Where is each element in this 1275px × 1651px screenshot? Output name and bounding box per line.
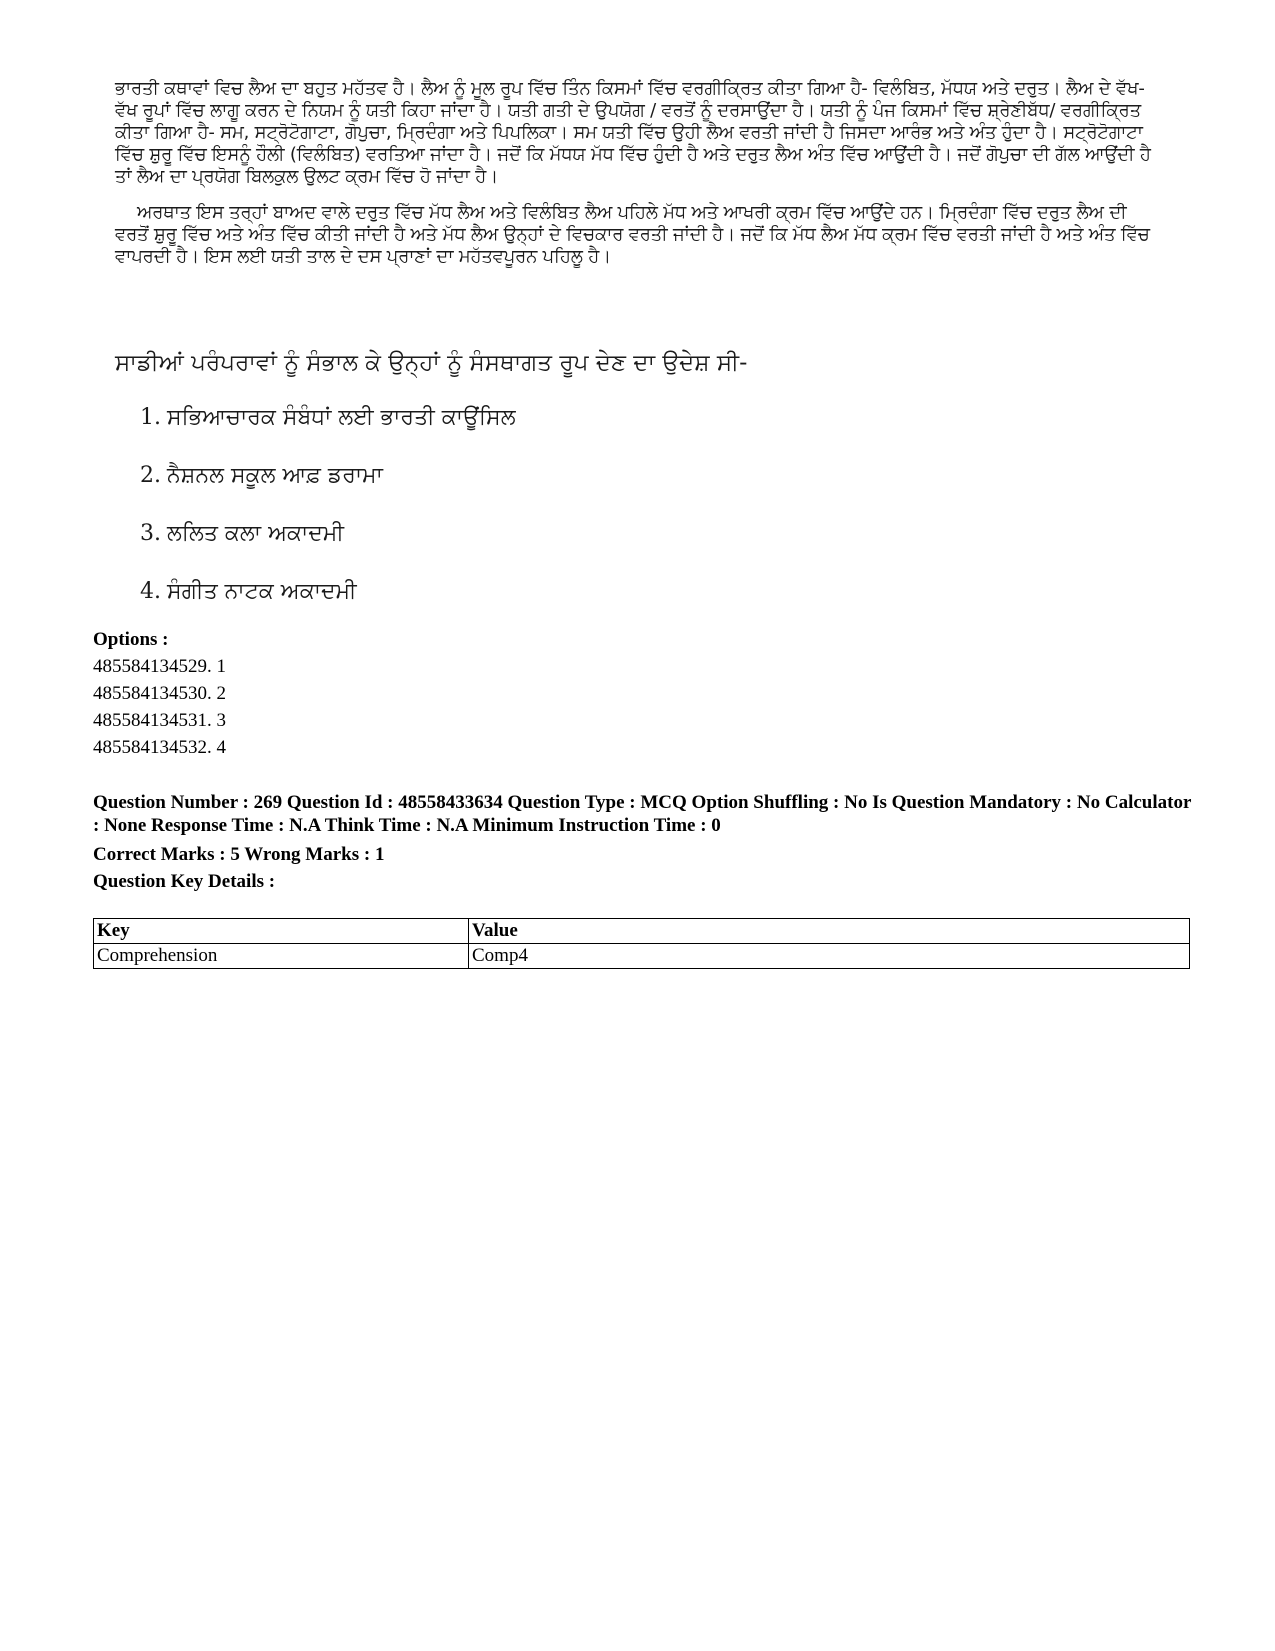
option-item: 485584134531. 3: [93, 710, 226, 731]
option-item: 485584134532. 4: [93, 737, 226, 758]
statement-text: ਨੈਸ਼ਨਲ ਸਕੂਲ ਆਫ਼ ਡਰਾਮਾ: [167, 463, 383, 488]
question-details: Question Number : 269 Question Id : 48558433634 Question Type : MCQ Option Shuffling : No Is Question Mandatory : No Calculator : None Response Time : N.A Think Time : N.A Minimum Instruction Time : 0: [93, 792, 1192, 836]
marks-info: Correct Marks : 5 Wrong Marks : 1: [93, 844, 385, 865]
comprehension-passage: [115, 78, 1165, 282]
statement-item: [140, 463, 516, 521]
question-meta: [93, 626, 1193, 895]
statement-number: 3.: [140, 521, 161, 546]
cell-value: Comp4: [469, 944, 1190, 969]
key-details-heading: Question Key Details :: [93, 871, 276, 892]
statement-number: 1.: [140, 405, 161, 430]
statement-text: ਲਲਿਤ ਕਲਾ ਅਕਾਦਮੀ: [167, 521, 344, 546]
passage-paragraph-2: ਅਰਥਾਤ ਇਸ ਤਰ੍ਹਾਂ ਬਾਅਦ ਵਾਲੇ ਦਰੁਤ ਵਿੱਚ ਮੱਧ ਲੈਅ ਅਤੇ ਵਿਲੰਬਿਤ ਲੈਅ ਪਹਿਲੇ ਮੱਧ ਅਤੇ ਆਖਰੀ ਕ੍ਰਮ ਵਿੱਚ ਆਉਂਦੇ ਹਨ। ਮ੍ਰਿਦੰਗਾ ਵਿੱਚ ਦਰੁਤ ਲੈਅ ਦੀ ਵਰਤੋਂ ਸ਼ੁਰੂ ਵਿੱਚ ਅਤੇ ਅੰਤ ਵਿੱਚ ਕੀਤੀ ਜਾਂਦੀ ਹੈ ਅਤੇ ਮੱਧ ਲੈਅ ਉਨ੍ਹਾਂ ਦੇ ਵਿਚਕਾਰ ਵਰਤੀ ਜਾਂਦੀ ਹੈ। ਜਦੋਂ ਕਿ ਮੱਧ ਲੈਅ ਮੱਧ ਕ੍ਰਮ ਵਿੱਚ ਵਰਤੀ ਜਾਂਦੀ ਹੈ ਅਤੇ ਅੰਤ ਵਿੱਚ ਵਾਪਰਦੀ ਹੈ। ਇਸ ਲਈ ਯਤੀ ਤਾਲ ਦੇ ਦਸ ਪ੍ਰਾਣਾਂ ਦਾ ਮਹੱਤਵਪੂਰਨ ਪਹਿਲੂ ਹੈ।: [115, 202, 1150, 267]
key-details-table: [93, 918, 1190, 969]
passage-paragraph-1: ਭਾਰਤੀ ਕਥਾਵਾਂ ਵਿਚ ਲੈਅ ਦਾ ਬਹੁਤ ਮਹੱਤਵ ਹੈ। ਲੈਅ ਨੂੰ ਮੂਲ ਰੂਪ ਵਿੱਚ ਤਿੰਨ ਕਿਸਮਾਂ ਵਿੱਚ ਵਰਗੀਕ੍ਰਿਤ ਕੀਤਾ ਗਿਆ ਹੈ- ਵਿਲੰਬਿਤ, ਮੱਧਯ ਅਤੇ ਦਰੁਤ। ਲੈਅ ਦੇ ਵੱਖ-ਵੱਖ ਰੂਪਾਂ ਵਿੱਚ ਲਾਗੂ ਕਰਨ ਦੇ ਨਿਯਮ ਨੂੰ ਯਤੀ ਕਿਹਾ ਜਾਂਦਾ ਹੈ। ਯਤੀ ਗਤੀ ਦੇ ਉਪਯੋਗ / ਵਰਤੋਂ ਨੂੰ ਦਰਸਾਉਂਦਾ ਹੈ। ਯਤੀ ਨੂੰ ਪੰਜ ਕਿਸਮਾਂ ਵਿੱਚ ਸ਼੍ਰੇਣੀਬੱਧ/ ਵਰਗੀਕ੍ਰਿਤ ਕੀਤਾ ਗਿਆ ਹੈ- ਸਮ, ਸਟ੍ਰੋਟੋਗਾਟਾ, ਗੋਪੁਚਾ, ਮ੍ਰਿਦੰਗਾ ਅਤੇ ਪਿਪਲਿਕਾ। ਸਮ ਯਤੀ ਵਿੱਚ ਉਹੀ ਲੈਅ ਵਰਤੀ ਜਾਂਦੀ ਹੈ ਜਿਸਦਾ ਆਰੰਭ ਅਤੇ ਅੰਤ ਹੁੰਦਾ ਹੈ। ਸਟ੍ਰੋਟੋਗਾਟਾ ਵਿੱਚ ਸ਼ੁਰੂ ਵਿੱਚ ਇਸਨੂੰ ਹੌਲੀ (ਵਿਲੰਬਿਤ) ਵਰਤਿਆ ਜਾਂਦਾ ਹੈ। ਜਦੋਂ ਕਿ ਮੱਧਯ ਮੱਧ ਵਿੱਚ ਹੁੰਦੀ ਹੈ ਅਤੇ ਦਰੁਤ ਲੈਅ ਅੰਤ ਵਿੱਚ ਆਉਂਦੀ ਹੈ। ਜਦੋਂ ਗੋਪੁਚਾ ਦੀ ਗੱਲ ਆਉਂਦੀ ਹੈ ਤਾਂ ਲੈਅ ਦਾ ਪ੍ਰਯੋਗ ਬਿਲਕੁਲ ਉਲਟ ਕ੍ਰਮ ਵਿੱਚ ਹੋ ਜਾਂਦਾ ਹੈ।: [115, 78, 1151, 187]
header-key: Key: [94, 919, 469, 944]
statement-number: 4.: [140, 579, 161, 604]
table-row: [94, 944, 1190, 969]
option-item: 485584134529. 1: [93, 656, 226, 677]
statement-number: 2.: [140, 463, 161, 488]
statement-text: ਸਭਿਆਚਾਰਕ ਸੰਬੰਧਾਂ ਲਈ ਭਾਰਤੀ ਕਾਊਂਸਿਲ: [167, 405, 516, 430]
table-header-row: [94, 919, 1190, 944]
option-item: 485584134530. 2: [93, 683, 226, 704]
statement-item: [140, 405, 516, 463]
statement-item: [140, 521, 516, 579]
cell-key: Comprehension: [94, 944, 469, 969]
statement-text: ਸੰਗੀਤ ਨਾਟਕ ਅਕਾਦਮੀ: [167, 579, 357, 604]
options-heading: Options :: [93, 629, 169, 650]
statement-list: [140, 405, 516, 637]
header-value: Value: [469, 919, 1190, 944]
question-text: ਸਾਡੀਆਂ ਪਰੰਪਰਾਵਾਂ ਨੂੰ ਸੰਭਾਲ ਕੇ ਉਨ੍ਹਾਂ ਨੂੰ ਸੰਸਥਾਗਤ ਰੂਪ ਦੇਣ ਦਾ ਉਦੇਸ਼ ਸੀ-: [115, 350, 748, 376]
